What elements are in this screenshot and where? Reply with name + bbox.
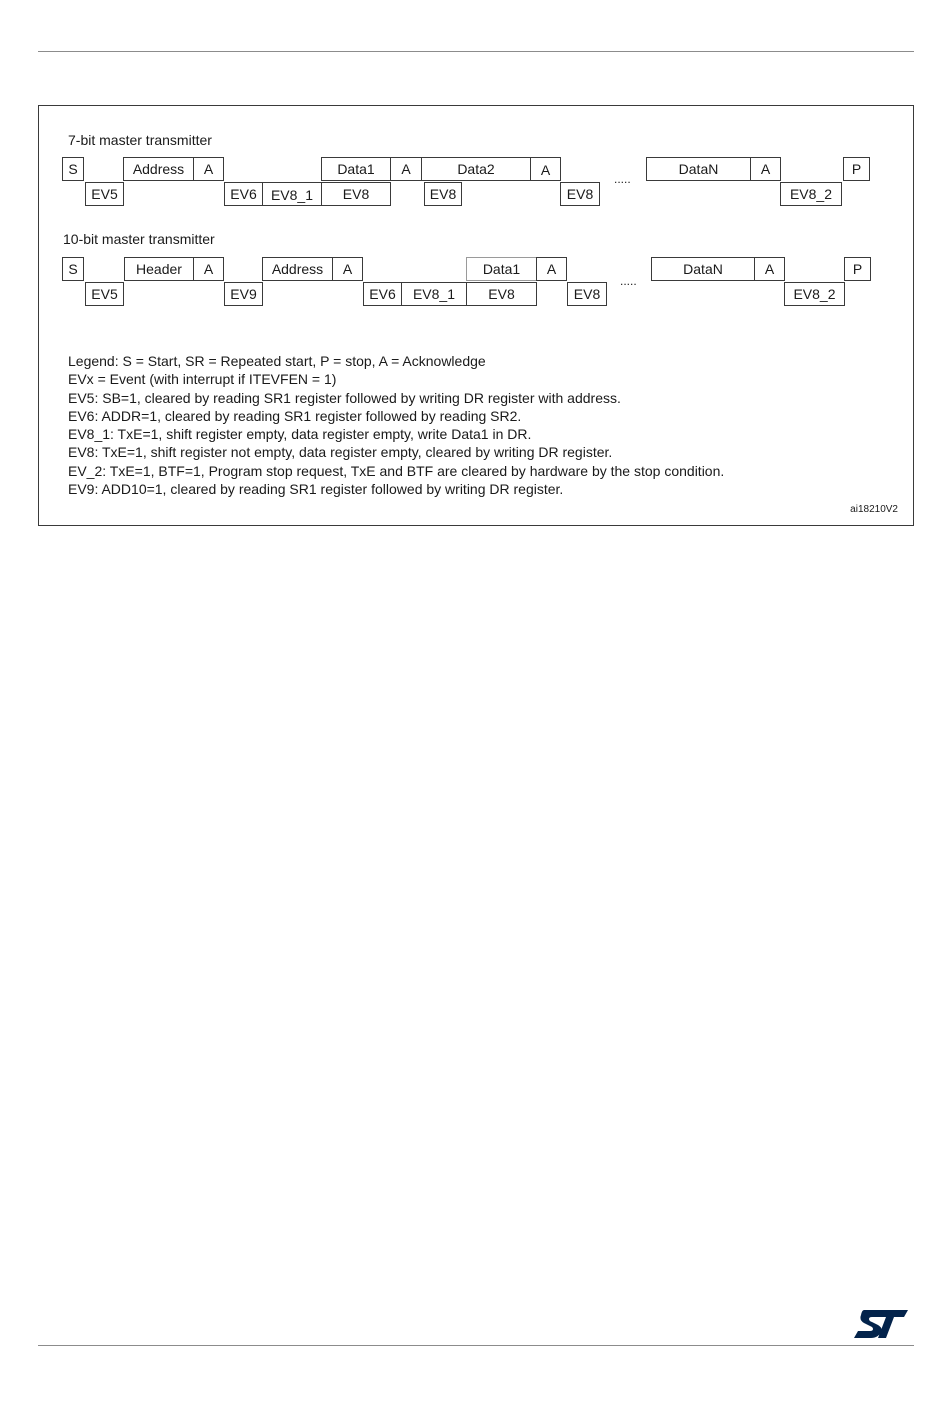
- seven-bit-address-cell: Address: [123, 157, 194, 181]
- ten-bit-ack-cell: A: [536, 257, 567, 281]
- legend-line: Legend: S = Start, SR = Repeated start, P = stop, A = Acknowledge: [68, 353, 486, 369]
- ten-bit-header-cell: Header: [124, 257, 194, 281]
- ten-bit-ack-cell: A: [754, 257, 785, 281]
- legend-line: EVx = Event (with interrupt if ITEVFEN = 1): [68, 371, 337, 388]
- figure-id: ai18210V2: [850, 504, 898, 515]
- seven-bit-event-cell: EV8: [321, 182, 391, 206]
- ten-bit-data1-cell: Data1: [466, 257, 537, 281]
- seven-bit-event-cell: EV8: [424, 182, 462, 206]
- seven-bit-datan-cell: DataN: [646, 157, 751, 181]
- seven-bit-data1-cell: Data1: [321, 157, 391, 181]
- ten-bit-ack-cell: A: [332, 257, 363, 281]
- legend: [68, 352, 724, 498]
- seven-bit-start-cell: S: [62, 157, 84, 181]
- seven-bit-event-cell: EV6: [224, 182, 263, 206]
- ten-bit-event-cell: EV8: [466, 282, 537, 306]
- seven-bit-title: 7-bit master transmitter: [68, 132, 212, 148]
- ten-bit-event-cell: EV8_2: [784, 282, 845, 306]
- ten-bit-address-cell: Address: [262, 257, 333, 281]
- header-rule: [38, 51, 914, 52]
- seven-bit-ack-cell: A: [530, 157, 561, 181]
- legend-line: EV8_1: TxE=1, shift register empty, data register empty, write Data1 in DR.: [68, 426, 532, 443]
- seven-bit-ack-cell: A: [390, 157, 422, 181]
- ten-bit-event-cell: EV5: [85, 282, 124, 306]
- seven-bit-event-cell: EV8_2: [780, 182, 842, 206]
- ten-bit-ack-cell: A: [193, 257, 224, 281]
- seven-bit-ellipsis: .....: [614, 172, 631, 186]
- ten-bit-start-cell: S: [62, 257, 84, 281]
- seven-bit-event-cell: EV5: [85, 182, 124, 206]
- legend-line: EV6: ADDR=1, cleared by reading SR1 register followed by reading SR2.: [68, 407, 522, 424]
- seven-bit-data2-cell: Data2: [421, 157, 531, 181]
- st-logo-icon: [852, 1308, 910, 1340]
- figure-frame: [38, 105, 914, 526]
- seven-bit-ack-cell: A: [193, 157, 224, 181]
- ten-bit-stop-cell: P: [844, 257, 871, 281]
- ten-bit-title: 10-bit master transmitter: [63, 231, 215, 247]
- st-logo-shape: [854, 1310, 908, 1338]
- seven-bit-event-cell: EV8_1: [262, 182, 322, 206]
- ten-bit-ellipsis: .....: [620, 274, 637, 288]
- ten-bit-event-cell: EV6: [363, 282, 402, 306]
- seven-bit-ack-cell: A: [750, 157, 781, 181]
- seven-bit-stop-cell: P: [843, 157, 870, 181]
- ten-bit-event-cell: EV9: [224, 282, 263, 306]
- ten-bit-event-cell: EV8: [567, 282, 607, 306]
- seven-bit-event-cell: EV8: [560, 182, 600, 206]
- legend-line: EV_2: TxE=1, BTF=1, Program stop request, TxE and BTF are cleared by hardware by the stop condition.: [68, 462, 725, 479]
- legend-line: EV9: ADD10=1, cleared by reading SR1 register followed by writing DR register.: [68, 481, 564, 498]
- footer-rule: [38, 1345, 914, 1346]
- ten-bit-datan-cell: DataN: [651, 257, 755, 281]
- ten-bit-event-cell: EV8_1: [401, 282, 467, 306]
- legend-line: EV8: TxE=1, shift register not empty, data register empty, cleared by writing DR register.: [68, 444, 613, 461]
- legend-line: EV5: SB=1, cleared by reading SR1 register followed by writing DR register with address.: [68, 389, 621, 406]
